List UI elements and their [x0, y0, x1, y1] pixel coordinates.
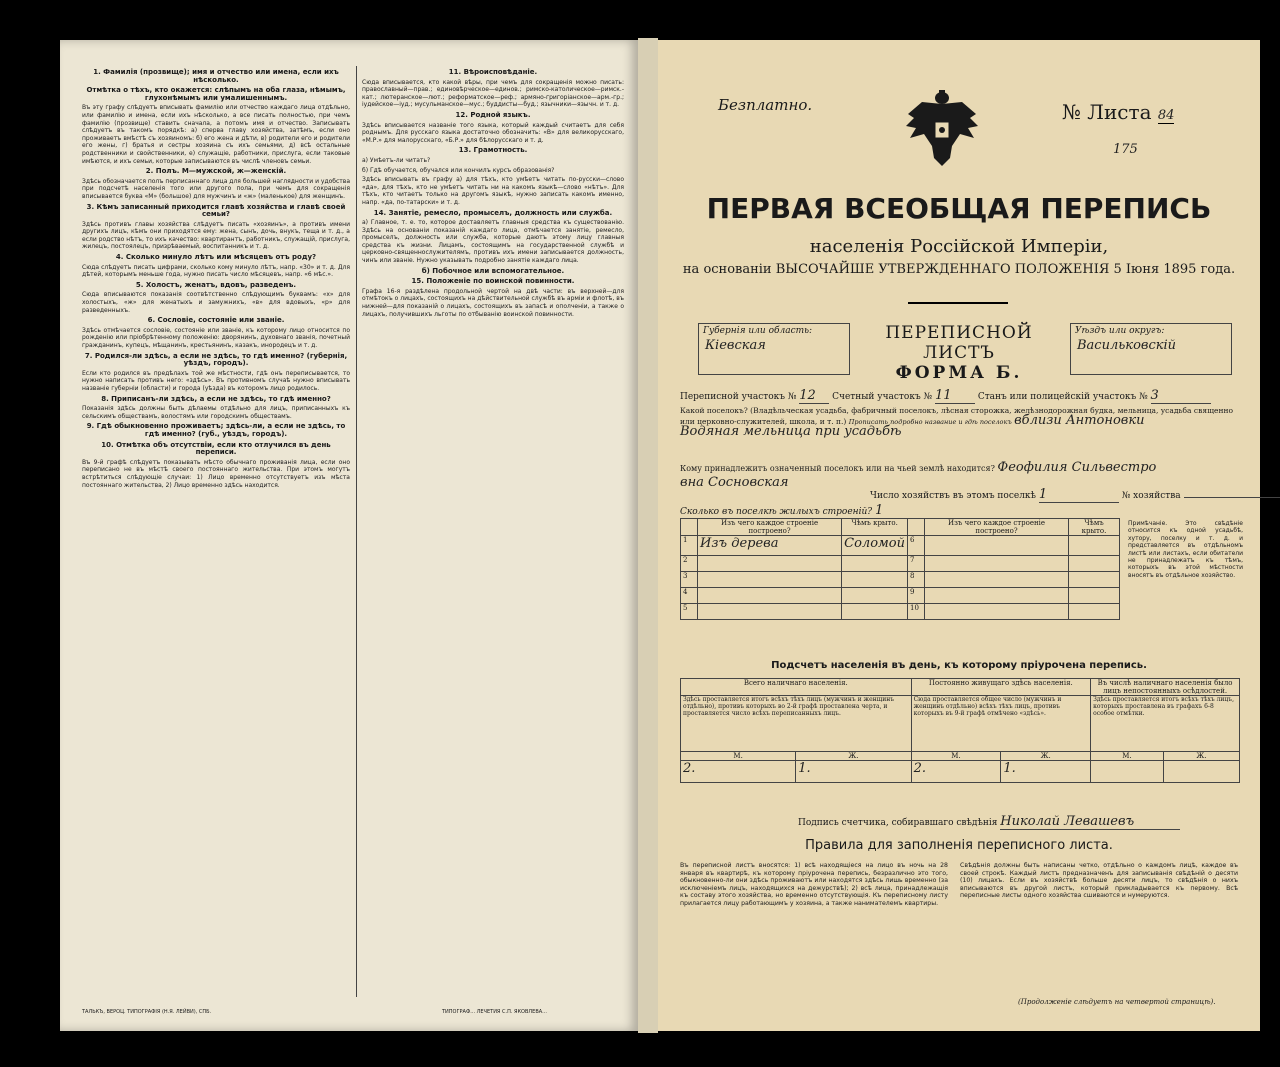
section-5-text: Сюда вписываются показанія соотвѣтственно слѣдующимъ буквамъ: «х» для холостыхъ, «ж» для женатыхъ и замужнихъ, «в» для вдовыхъ, «р» для разведенныхъ. [82, 291, 350, 314]
count-value: 11 [935, 388, 975, 404]
signature-label: Подпись счетчика, собиравшаго свѣдѣнія [798, 818, 998, 828]
owner-label: Кому принадлежитъ означенный поселокъ или на чьей землѣ находится? [680, 464, 995, 473]
census-subtitle: населенія Россійской Имперіи, [809, 236, 1109, 257]
section-1-title: 1. Фамилія (прозвище); имя и отчество или имена, если ихъ нѣсколько. [93, 68, 339, 84]
section-5-title: 5. Холостъ, женатъ, вдовъ, разведенъ. [135, 280, 297, 289]
owner-value-1: Феофилия Сильвестро [997, 460, 1157, 475]
household-no-value [1184, 497, 1280, 498]
settlement-value-1: вблизи Антоновки [1014, 413, 1145, 428]
section-4-title: 4. Сколько минуло лѣтъ или мѣсяцевъ отъ роду? [115, 253, 317, 262]
printer-imprint-left: ТАЛЬКЪ, ВЕРОЦ. ТИПОГРАФІЯ (Н.Я. ЛЕЙВИ), СПБ. [82, 1009, 212, 1015]
gubernia-box [698, 323, 850, 375]
sheet-number-value: 84 [1157, 108, 1175, 123]
buildings-line [680, 503, 1025, 519]
section-7-text: Если кто родился въ предѣлахъ той же мѣстности, гдѣ онъ переписывается, то нужно написать противъ него: «здѣсь». Въ противномъ случаѣ нужно вписывать названіе губерніи (области) и города (уѣзда) въ которомъ лицо родилось. [82, 369, 350, 392]
buildings-table: Изъ чего каждое строеніе построено? Чѣмъ крыто. Изъ чего каждое строеніе построено? Чѣмъ крыто. 1 Изъ дерева Соломой 6 2 7 3 8 4 9 5 10 [680, 518, 1120, 620]
settlement-block [680, 406, 1240, 438]
bldg-row1-material: Изъ дерева [698, 536, 842, 556]
bldg-col-roof: Чѣмъ крыто. [842, 519, 908, 536]
imperial-eagle-icon [904, 88, 980, 168]
form-title: ПЕРЕПИСНОЙ ЛИСТЪ [885, 323, 1033, 363]
census-title: ПЕРВАЯ ВСЕОБЩАЯ ПЕРЕПИСЬ [706, 192, 1212, 225]
rules-column-1: Въ переписной листъ вносятся: 1) всѣ находящіеся на лицо въ ночь на 28 января въ квартирѣ, къ которому пріурочена перепись, безразлично это того, обыкновенно-ли они здѣсь проживаютъ или находятся здѣсь лишь временно (за исключеніемъ лицъ, находящихся на дежурствѣ); 2) всѣ лица, принадлежащія къ составу этого хозяйства, но временно отсутствующія. Къ переписному листу прилагается лицу работающимъ у хозяина, а также нанимателемъ квартиры. [680, 862, 948, 907]
owner-block [680, 460, 1240, 490]
pop-permanent-m: 2. [911, 761, 1001, 783]
bldg-col-roof-2: Чѣмъ крыто. [1069, 519, 1120, 536]
bldg-col-material-2: Изъ чего каждое строеніе построено? [925, 519, 1069, 536]
pop-m-label-1: М. [681, 752, 796, 761]
section-2-text: Здѣсь обозначается полъ перписаннаго лица для большей наглядности и удобства при подсчетѣ населенія того или другого пола, при чемъ для сокращенія вписывается буква «М» (большое) для мужчинъ и «ж» (маленькое) для женщинъ. [82, 177, 350, 200]
gubernia-label: Губернія или область: [703, 326, 813, 336]
uezd-value: Васильковскій [1077, 338, 1177, 353]
section-14-title: 14. Занятіе, ремесло, промыселъ, должность или служба. [373, 208, 613, 217]
section-4-text: Сюда слѣдуетъ писать цифрами, сколько кому минуло лѣтъ, напр. «30» и т. д. Для дѣтей, которымъ меньше года, нужно писать число мѣсяцевъ, напр. «6 мѣс.». [82, 263, 350, 279]
stan-label: Станъ или полицейскій участокъ № [977, 392, 1148, 402]
household-no-label: № хозяйства [1121, 491, 1181, 501]
archive-number-stamp: 175 [1113, 142, 1138, 157]
households-label: Число хозяйствъ въ этомъ поселкѣ [870, 491, 1036, 501]
census-legal-basis: на основаніи ВЫСОЧАЙШЕ УТВЕРЖДЕННАГО ПОЛОЖЕНІЯ 5 Іюня 1895 года. [682, 262, 1236, 277]
section-1-text: Въ эту графу слѣдуетъ вписывать фамилію или отчество каждаго лица отдѣльно, или фамилію и имена, если ихъ нѣсколько, а все писать полностью, при чемъ фамилію (прозвище) ставить сначала, а потомъ имя и отчество. Записывать слѣдуетъ въ такомъ порядкѣ: а) сперва главу хозяйства, затѣмъ, если оно проживаетъ вмѣстѣ съ хозяиномъ: б) его жена и дѣти, в) родители его и родители его жены, г) братья и сестры хозяина съ ихъ семьями, д) всѣ остальные родственники и свойственники, е) служащіе, работники, прислуга, если таковые имѣются, и ихъ семьи, которые записываются въ числѣ членовъ семьи. [82, 104, 350, 165]
population-title: Подсчетъ населенія въ день, къ которому пріурочена перепись. [771, 660, 1147, 671]
section-7-title: 7. Родился-ли здѣсь, а если не здѣсь, то гдѣ именно? (губернія, уѣздъ, городъ). [84, 351, 348, 368]
households-value: 1 [1039, 487, 1119, 503]
section-16-text: Графа 16-я раздѣлена продольной чертой на двѣ части: въ верхней—для отмѣтокъ о лицахъ, состоящихъ на дѣйствительной службѣ въ арміи и флотѣ, въ нижней—для показаній о лицахъ, состоящихъ въ запасѣ и ополченіи, а также о лицахъ, получившихъ льготы по отбыванію воинской повинности. [362, 287, 624, 318]
section-13-title: 13. Грамотность. [458, 146, 528, 155]
section-10-title: 10. Отмѣтка объ отсутствіи, если кто отлучился въ день переписи. [101, 440, 331, 457]
pop-zh-label-1: Ж. [796, 752, 911, 761]
instructions-column-1 [82, 66, 357, 997]
pop-total-m: 2. [681, 761, 796, 783]
pop-total-zh: 1. [796, 761, 911, 783]
population-table [680, 678, 1240, 783]
count-label: Счетный участокъ № [832, 392, 933, 402]
pop-transient-m [1091, 761, 1164, 783]
pop-col-permanent-desc: Сюда проставляется общее число (мужчинъ и женщинъ отдѣльно) всѣхъ тѣхъ лицъ, противъ которыхъ въ 9-й графѣ отмѣчено «здѣсь». [911, 696, 1091, 752]
section-6-title: 6. Сословіе, состояніе или званіе. [147, 316, 285, 325]
owner-value-2: вна Сосновская [680, 475, 789, 490]
instructions-column-2 [362, 66, 624, 997]
section-1-note: Отмѣтка о тѣхъ, кто окажется: слѣпымъ на оба глаза, нѣмымъ, глухонѣмымъ или умалишеннымъ. [86, 86, 346, 102]
section-3-text: Здѣсь противъ главы хозяйства слѣдуетъ писать «хозяинъ», а противъ имени другихъ лицъ, кѣмъ они приходятся ему: жена, сынъ, дочь, внукъ, теща и т. д., а если родство нѣтъ, то ихъ качество: квартирантъ, работникъ, служащій, прислуга, жилецъ, постоялецъ, призрѣваемый, воспитанникъ и т. д. [82, 220, 350, 251]
pop-zh-label-3: Ж. [1163, 752, 1239, 761]
pop-col-permanent: Постоянно живущаго здѣсь населенія. [911, 679, 1091, 696]
settlement-hint: Прописать подробно название и гдѣ поселокъ [848, 418, 1012, 426]
rules-title: Правила для заполненія переписного листа. [805, 838, 1113, 853]
settlement-value-2: Водяная мельница при усадьбѣ [680, 424, 902, 439]
rules-continued-note: (Продолженіе слѣдуетъ на четвертой страницѣ). [1018, 998, 1216, 1006]
district-label: Переписной участокъ № [680, 392, 797, 402]
form-heading [854, 323, 1064, 383]
printer-imprint-right: ТИПОГРАФ... ЛЕЧЕТИЯ С.П. ЯКОВЛЕВА... [442, 1009, 547, 1015]
uezd-box [1070, 323, 1232, 375]
buildings-label: Сколько въ поселкѣ жилыхъ строеній? [680, 507, 873, 517]
census-form-page [658, 40, 1260, 1031]
section-8-title: 8. Приписанъ-ли здѣсь, а если не здѣсь, то гдѣ именно? [101, 394, 331, 403]
pop-col-transient: Въ числѣ наличнаго населенія было лицъ непостоянныхъ осѣдлостей. [1091, 679, 1240, 696]
section-15-title: б) Побочное или вспомогательное. [421, 266, 565, 275]
section-9-title: 9. Гдѣ обыкновенно проживаетъ; здѣсь-ли, а если не здѣсь, то гдѣ именно? (губ., уѣздъ, городъ). [86, 422, 346, 438]
households-line [680, 487, 1280, 503]
pop-col-total: Всего наличнаго населенія. [681, 679, 912, 696]
section-12-title: 12. Родной языкъ. [455, 110, 531, 119]
section-2-title: 2. Полъ. М—мужской, ж—женскій. [145, 167, 287, 176]
pop-transient-zh [1163, 761, 1239, 783]
buildings-note: Примѣчаніе. Это свѣдѣніе относится къ одной усадьбѣ, хутору, поселку и т. д. и представляется въ отдѣльномъ листѣ или листахъ, если обитатели не принадлежатъ къ тѣмъ, которыхъ въ этой мѣстности вносятъ въ отдѣльное хозяйство. [1128, 520, 1243, 579]
signature-line [798, 814, 1180, 830]
section-3-title: 3. Кѣмъ записанный приходится главѣ хозяйства и главѣ своей семьи? [86, 202, 346, 219]
free-of-charge-label: Безплатно. [718, 96, 813, 114]
bldg-col-material: Изъ чего каждое строеніе построено? [698, 519, 842, 536]
section-11-title: 11. Вѣроисповѣданіе. [448, 68, 538, 76]
district-value: 12 [799, 388, 829, 404]
pop-zh-label-2: Ж. [1001, 752, 1091, 761]
section-9-text: Въ 9-й графѣ слѣдуетъ показывать мѣсто обычнаго проживанія лица, если оно переписано не въ мѣстѣ своего постояннаго жительства. При этомъ могутъ встрѣтиться слѣдующіе случаи: 1) Лицо временно отсутствуетъ изъ мѣста постояннаго жительства, 2) Лицо временно здѣсь находится. [82, 458, 350, 489]
section-8-text: Показанія здѣсь должны быть дѣлаемы отдѣльно для лицъ, приписанныхъ къ сельскимъ обществамъ, волостямъ или городскимъ обществамъ. [82, 405, 350, 420]
pop-permanent-zh: 1. [1001, 761, 1091, 783]
gubernia-value: Кіевская [705, 338, 766, 353]
book-spine [638, 38, 658, 1033]
section-12-text: Здѣсь вписывается названіе того языка, который каждый считаетъ для себя роднымъ. Для русскаго языка достаточно обозначить: «В» для великорусскаго, «М.Р.» для малорусскаго, «Б.Р.» для бѣлорусскаго и т. д. [362, 121, 624, 144]
pop-col-total-desc: Здѣсь проставляется итогъ всѣхъ тѣхъ лицъ (мужчинъ и женщинъ отдѣльно), противъ которыхъ во 2-й графѣ проставлена черта, и проставляется число всѣхъ переписанныхъ лицъ. [681, 696, 912, 752]
sheet-number [1062, 100, 1174, 124]
pop-col-transient-desc: Здѣсь проставляется итогъ всѣхъ тѣхъ лицъ, которыхъ проставлена въ графахъ 6-8 особое отмѣтки. [1091, 696, 1240, 752]
settlement-label: Какой поселокъ? (Владѣльческая усадьба, фабричный поселокъ, лѣсная сторожка, желѣзнодорожная будка, мельница, усадьба священно или церковно-служителей, школа, и т. п.) [680, 406, 1233, 426]
section-14-text: а) Главное, т. е. то, которое доставляетъ главныя средства къ существованію. Здѣсь на основаніи показаній каждаго лица, отмѣчается занятіе, ремесло, промыселъ, должность или служба, которые даютъ этому лицу главныя средства къ жизни. Лицамъ, состоящимъ на государственной службѣ и церковно-священнослужителямъ, противъ ихъ имени записывается должность, чинъ или званіе. Нужно указывать подробно занятіе каждаго лица. [362, 219, 624, 265]
section-13b: б) Гдѣ обучается, обучался или кончилъ курсъ образованія? [362, 166, 555, 174]
left-page [60, 40, 638, 1031]
signature-value: Николай Левашевъ [1000, 814, 1180, 830]
district-line [680, 388, 1211, 404]
pop-m-label-2: М. [911, 752, 1001, 761]
title-divider [908, 302, 1008, 304]
bldg-row1-roof: Соломой [842, 536, 908, 556]
form-name: ФОРМА Б. [895, 363, 1023, 383]
sheet-number-label: № Листа [1062, 100, 1152, 124]
section-6-text: Здѣсь отмѣчается сословіе, состояніе или званіе, къ которому лицо относится по рожденію или пріобрѣтенному положенію: дворянинъ, духовнаго званія, почетный гражданинъ, купецъ, мѣщанинъ, крестьянинъ, казакъ, инородецъ и т. д. [82, 326, 350, 349]
rules-column-2: Свѣдѣнія должны быть написаны четко, отдѣльно о каждомъ лицѣ, каждое въ своей строкѣ. Каждый листъ предназначенъ для записыванія свѣдѣній о десяти (10) лицахъ. Если въ хозяйствѣ больше десяти лицъ, то свѣдѣнія о нихъ вписываются въ другой листъ, который прикладывается къ первому. Всѣ переписные листы одного хозяйства сшиваются и нумеруются. [960, 862, 1238, 900]
uezd-label: Уѣздъ или округъ: [1075, 326, 1165, 336]
section-16-title: 15. Положеніе по воинской повинности. [411, 277, 575, 286]
pop-m-label-3: М. [1091, 752, 1164, 761]
section-13a: а) Умѣетъ-ли читать? [362, 156, 431, 164]
buildings-value: 1 [875, 503, 1025, 519]
section-13-text: Здѣсь вписывать въ графу а) для тѣхъ, кто умѣетъ читать по-русски—слово «да», для тѣхъ, кто не умѣетъ читать ни на какомъ языкѣ—слово «нѣтъ». Для тѣхъ, кто читаетъ только на другомъ языкѣ, нужно записать какомъ именно, напр. «да, по-татарски» и т. д. [362, 176, 624, 206]
section-11-text: Сюда вписывается, кто какой вѣры, при чемъ для сокращенія можно писать: православный—прав.; единовѣрческое—единов.; римско-католическое—римск.-кат.; лютеранское—лют.; реформатское—реф.; армяно-григоріанское—арм.-гр.; іудейское—іуд.; мусульманское—мус.; буддисты—буд.; язычники—язычн. и т. д. [362, 78, 624, 109]
stan-value: 3 [1151, 388, 1211, 404]
